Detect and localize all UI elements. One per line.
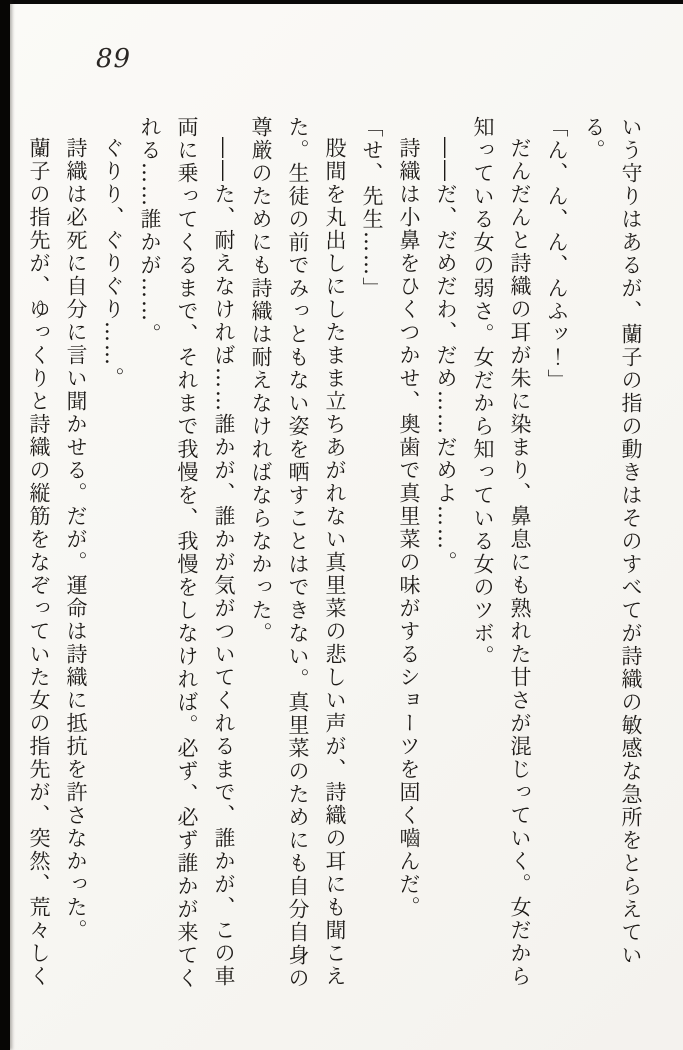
paragraph: ぐりり、ぐりぐり……。 <box>101 137 125 390</box>
paragraph: いう守りはあるが、蘭子の指の動きはそのすべてが詩織の敏感な急所をとらえている。 <box>582 116 643 967</box>
paragraph: 詩織は必死に自分に言い聞かせる。だが。運命は詩織に抵抗を許さなかった。 <box>64 137 88 942</box>
page-number: 89 <box>96 44 132 74</box>
paragraph: 股間を丸出しにしたまま立ちあがれない真里菜の悲しい声が、詩織の耳にも聞こえた。生徒の前でみっともない姿を晒すことはできない。真里菜のためにも自分自身の尊厳のためにも詩織は耐えなければならなかった。 <box>249 116 347 990</box>
scan-edge-left <box>0 0 10 1050</box>
paragraph: 蘭子の指先が、ゆっくりと詩織の縦筋をなぞっていた女の指先が、突然、荒々しく <box>27 137 51 988</box>
scan-edge-top <box>0 0 683 4</box>
paragraph: 「ん、ん、ん、んふッ！」 <box>545 116 569 392</box>
paragraph: ――だ、だめだわ、だめ……だめよ……。 <box>434 137 458 574</box>
paragraph: ――た、耐えなければ……誰かが、誰かが気がついてくれるまで、誰かが、この車両に乗ってくるまで、それまで我慢を、我慢をしなければ。必ず、必ず誰かが来てくれる……誰かが……。 <box>138 116 236 990</box>
paragraph: だんだんと詩織の耳が朱に染まり、鼻息にも熟れた甘さが混じっていく。女だから知っている女の弱さ。女だから知っている女のツボ。 <box>471 116 532 988</box>
paragraph: 詩織は小鼻をひくつかせ、奥歯で真里菜の味がするショーツを固く嚙んだ。 <box>397 137 421 919</box>
paragraph: 「せ、先生……」 <box>360 116 384 300</box>
vertical-text-block <box>27 116 649 1004</box>
